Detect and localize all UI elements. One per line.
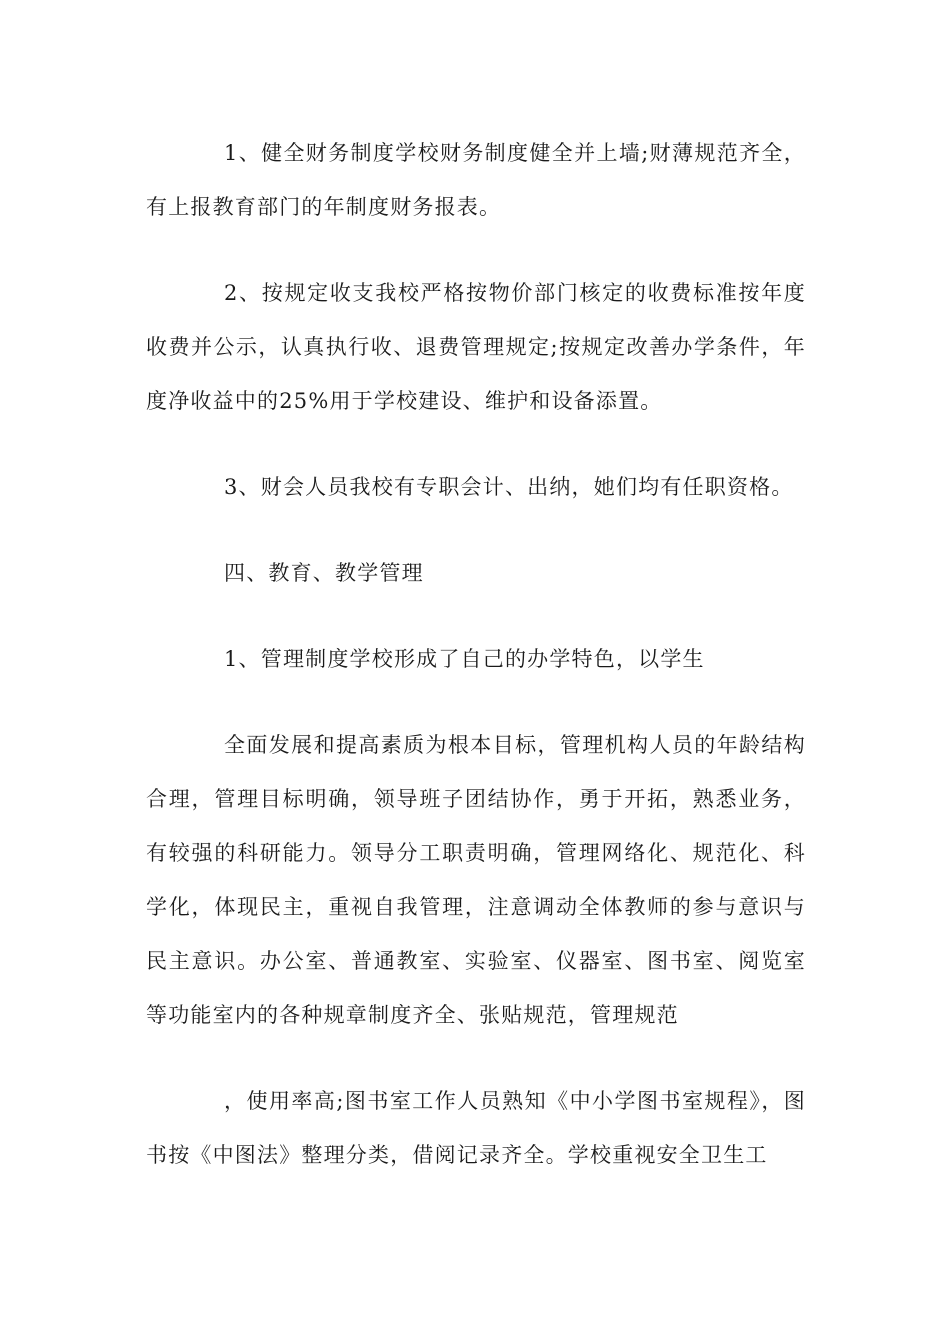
paragraph-finance-system: 1、健全财务制度学校财务制度健全并上墙;财薄规范齐全，有上报教育部门的年制度财务报表。: [146, 141, 806, 219]
paragraph-accounting-staff: 3、财会人员我校有专职会计、出纳，她们均有任职资格。: [224, 475, 794, 499]
paragraph-management-details: 全面发展和提高素质为根本目标，管理机构人员的年龄结构合理，管理目标明确，领导班子团结协作，勇于开拓，熟悉业务，有较强的科研能力。领导分工职责明确，管理网络化、规范化、科学化，体现民主，重视自我管理，注意调动全体教师的参与意识与民主意识。办公室、普通教室、实验室、仪器室、图书室、阅览室等功能室内的各种规章制度齐全、张贴规范，管理规范: [146, 733, 806, 1027]
document-body: [146, 126, 806, 1182]
paragraph-library-usage: ，使用率高;图书室工作人员熟知《中小学图书室规程》，图书按《中图法》整理分类，借阅记录齐全。学校重视安全卫生工: [146, 1089, 806, 1167]
section-heading-teaching-management: 四、教育、教学管理: [224, 561, 424, 585]
paragraph-fee-collection: 2、按规定收支我校严格按物价部门核定的收费标准按年度收费并公示，认真执行收、退费管理规定;按规定改善办学条件，年度净收益中的25%用于学校建设、维护和设备添置。: [146, 281, 806, 413]
paragraph-management-system: 1、管理制度学校形成了自己的办学特色，以学生: [224, 647, 705, 671]
